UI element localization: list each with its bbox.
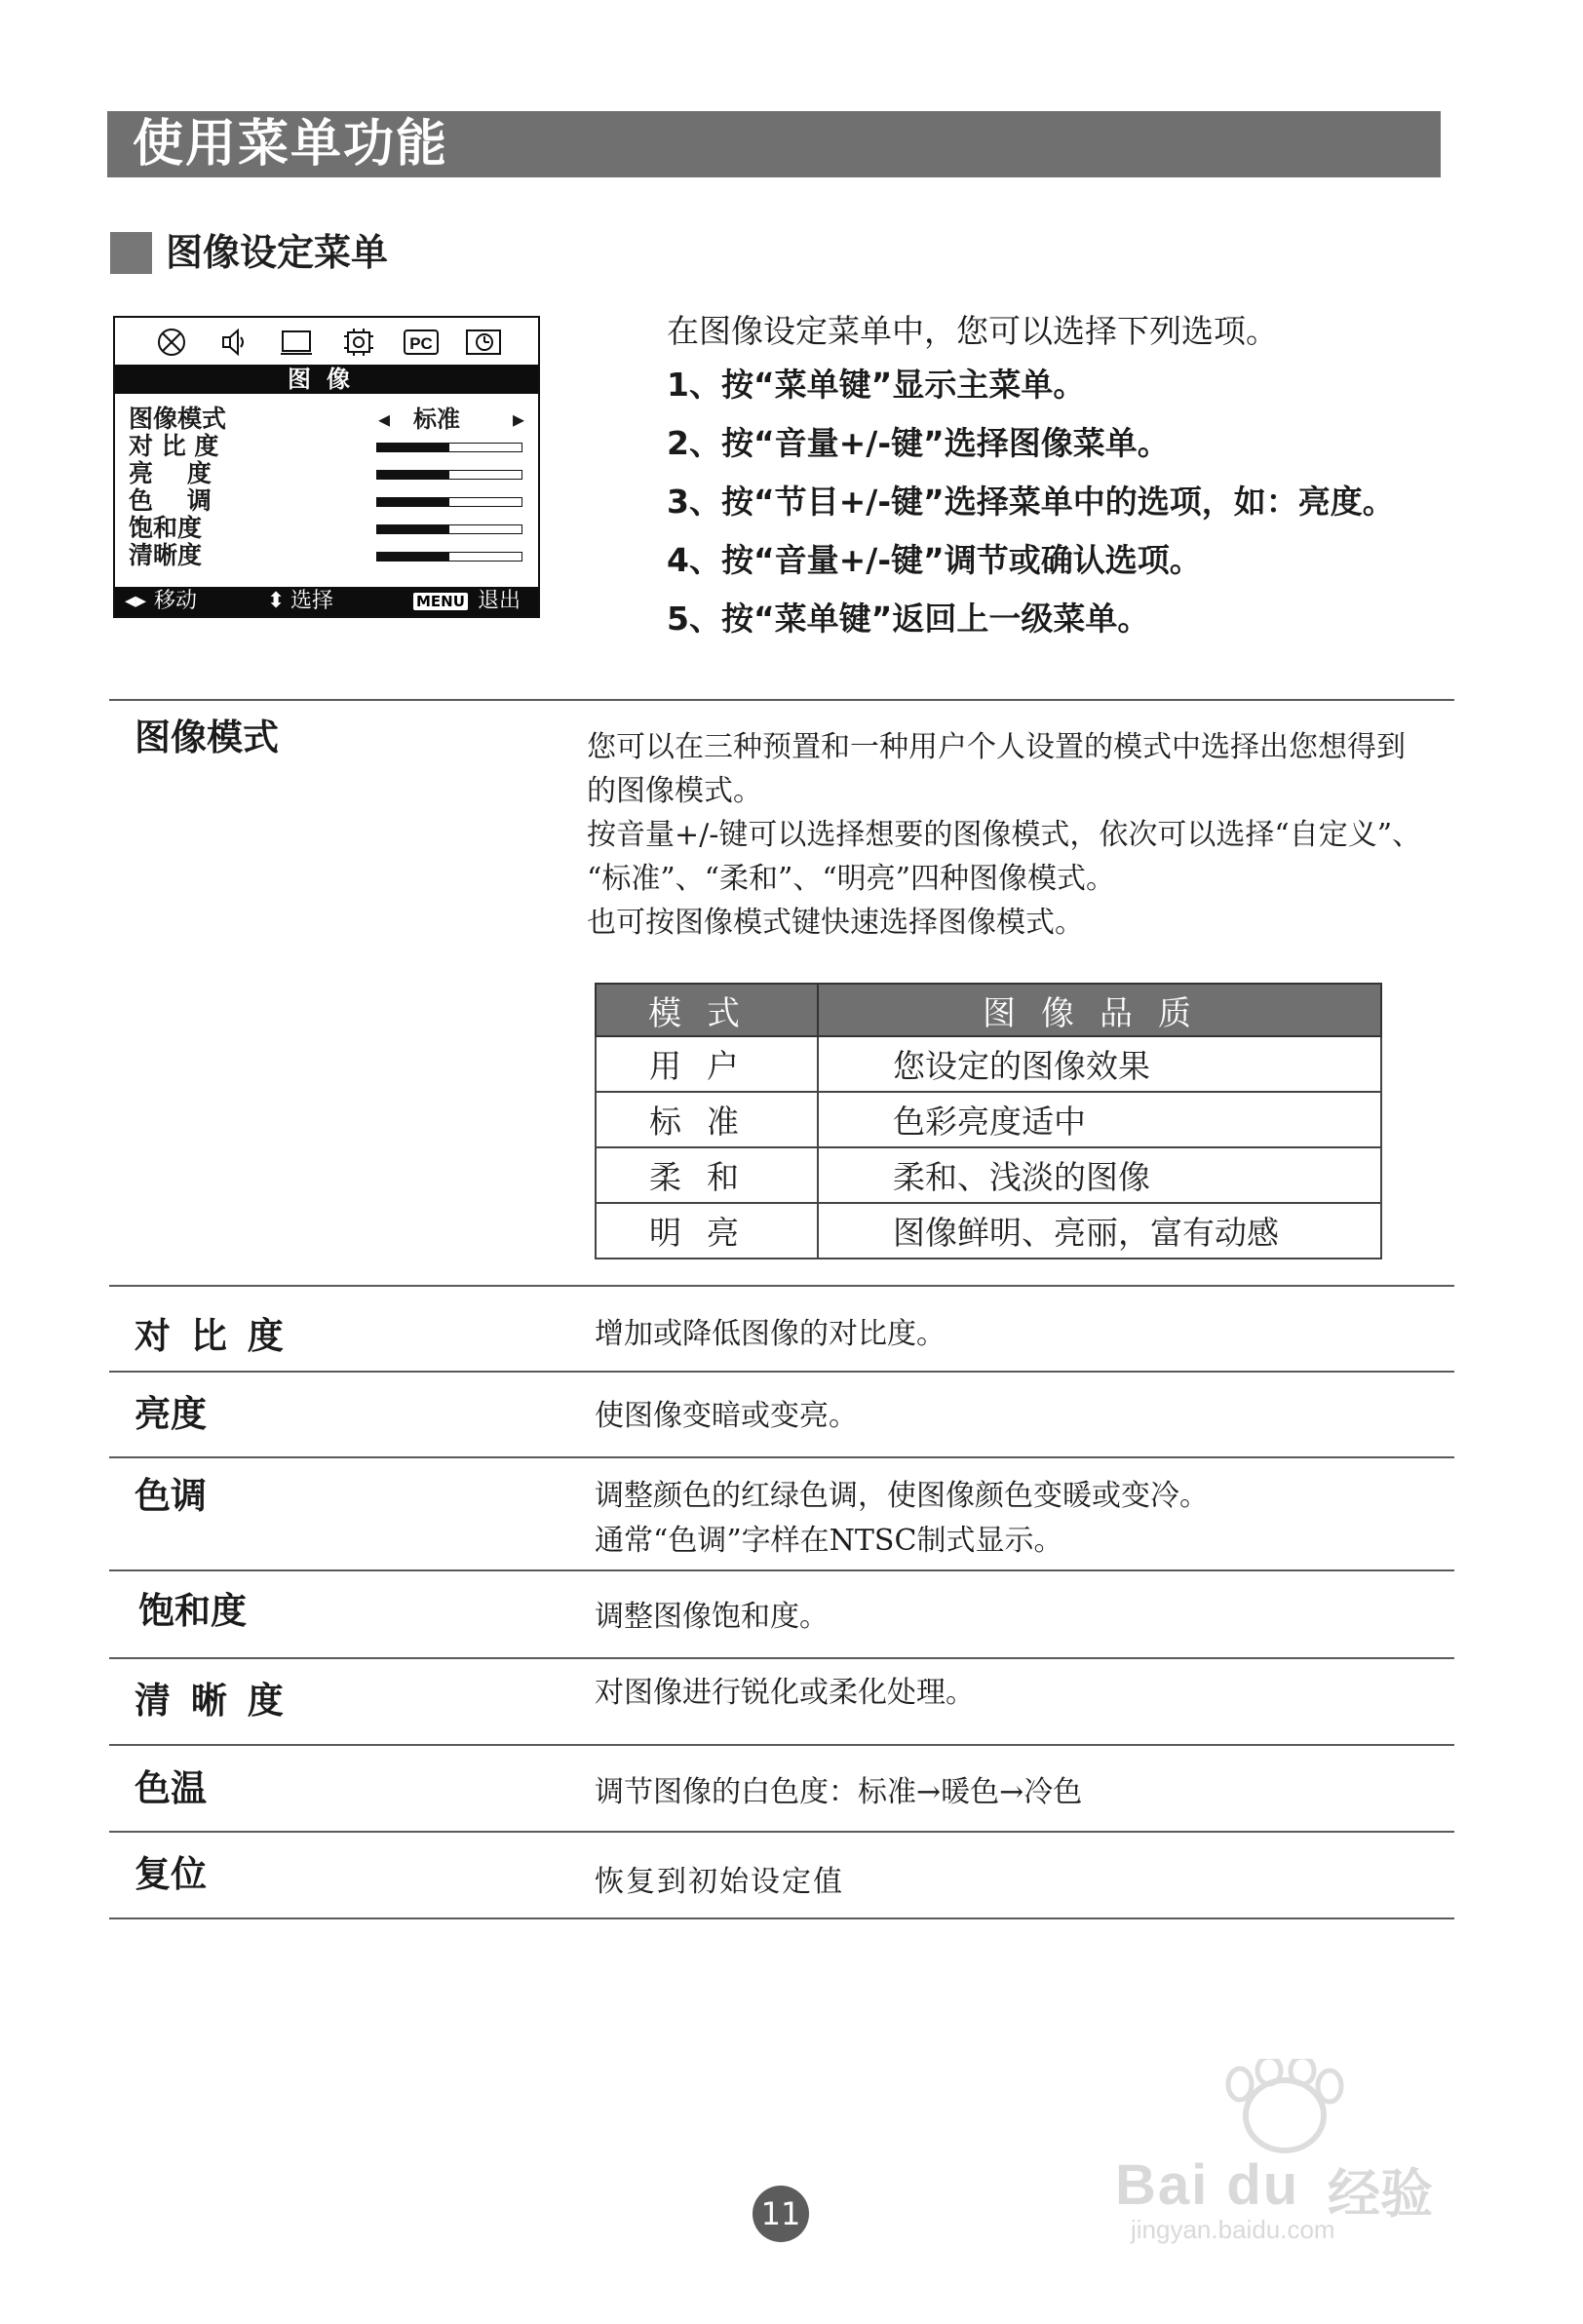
- page-title-bar: [107, 111, 1441, 177]
- osd-row-label: 色 调: [129, 486, 212, 515]
- osd-level-fill: [377, 471, 449, 479]
- table-cell-mode: 用户: [596, 1036, 818, 1092]
- osd-row-saturation: [129, 515, 522, 542]
- saturation-text: 调整图像饱和度。: [595, 1600, 829, 1634]
- table-row: [596, 1203, 1381, 1259]
- picture-mode-line: “标准”、“柔和”、“明亮”四种图像模式。: [587, 862, 1116, 896]
- reset-title: 复位: [135, 1853, 207, 1895]
- page-title: 使用菜单功能: [133, 115, 449, 174]
- baidu-watermark: [1111, 2059, 1482, 2244]
- table-row: [596, 1147, 1381, 1203]
- table-header-quality: 图像品质: [818, 984, 1381, 1036]
- osd-mode-selector: [378, 406, 524, 433]
- step-1: 1、按“菜单键”显示主菜单。: [667, 366, 1086, 404]
- watermark-brand-cn: 经验: [1328, 2163, 1433, 2225]
- osd-level-fill: [377, 444, 449, 451]
- osd-level-bar: [376, 552, 522, 562]
- page-number: 11: [753, 2186, 809, 2242]
- picture-mode-line: 也可按图像模式键快速选择图像模式。: [587, 906, 1084, 940]
- watermark-url: jingyan.baidu.com: [1131, 2215, 1335, 2244]
- divider: [109, 1285, 1454, 1287]
- step-5: 5、按“菜单键”返回上一级菜单。: [667, 600, 1150, 638]
- divider: [109, 1657, 1454, 1659]
- function-icon: [339, 327, 378, 358]
- brightness-text: 使图像变暗或变亮。: [595, 1399, 858, 1433]
- sharpness-text: 对图像进行锐化或柔化处理。: [595, 1676, 975, 1710]
- osd-mode-value: 标准: [413, 406, 460, 433]
- reset-text: 恢复到初始设定值: [595, 1865, 844, 1899]
- sharpness-title: 清 晰 度: [135, 1680, 288, 1722]
- picture-icon: [152, 327, 191, 358]
- table-cell-mode: 柔和: [596, 1147, 818, 1203]
- picture-mode-line: 的图像模式。: [587, 774, 762, 808]
- divider: [109, 1569, 1454, 1571]
- osd-row-brightness: [129, 460, 522, 487]
- contrast-text: 增加或降低图像的对比度。: [595, 1317, 946, 1351]
- table-cell-quality: 图像鲜明、亮丽，富有动感: [818, 1203, 1381, 1259]
- step-2: 2、按“音量+/-键”选择图像菜单。: [667, 424, 1170, 462]
- divider: [109, 1831, 1454, 1833]
- tint-text: 调整颜色的红绿色调，使图像颜色变暖或变冷。: [595, 1479, 1209, 1513]
- osd-row-label: 清晰度: [129, 541, 203, 569]
- table-row: [596, 1036, 1381, 1092]
- picture-mode-line: 按音量+/-键可以选择想要的图像模式，依次可以选择“自定义”、: [587, 818, 1422, 852]
- table-row: [596, 1092, 1381, 1147]
- osd-row-contrast: [129, 433, 522, 460]
- osd-row-picture-mode: [129, 405, 525, 433]
- screen-icon: [277, 327, 316, 358]
- osd-level-bar: [376, 443, 522, 452]
- osd-footer-exit: 退出: [478, 589, 521, 613]
- picture-mode-table: [595, 983, 1382, 1259]
- left-right-arrow-icon: ◂▸: [125, 589, 147, 613]
- section-title: 图像设定菜单: [166, 231, 389, 274]
- divider: [109, 1371, 1454, 1373]
- table-header-row: [596, 984, 1381, 1036]
- arrow-left-icon: ◂: [378, 406, 391, 433]
- osd-row-sharpness: [129, 542, 522, 569]
- osd-level-bar: [376, 497, 522, 507]
- table-cell-quality: 色彩亮度适中: [818, 1092, 1381, 1147]
- step-4: 4、按“音量+/-键”调节或确认选项。: [667, 541, 1202, 579]
- watermark-brand: Bai du: [1115, 2153, 1300, 2217]
- osd-header: 图像: [115, 365, 538, 394]
- saturation-title: 饱和度: [138, 1590, 247, 1632]
- osd-footer-select: 选择: [290, 589, 334, 613]
- picture-mode-line: 您可以在三种预置和一种用户个人设置的模式中选择出您想得到: [587, 730, 1406, 764]
- osd-level-fill: [377, 525, 449, 533]
- timer-icon: [464, 327, 503, 358]
- osd-row-label: 图像模式: [129, 405, 227, 433]
- osd-icon-row: [152, 326, 503, 359]
- pc-icon: [402, 327, 441, 358]
- picture-mode-title: 图像模式: [135, 717, 279, 758]
- table-cell-quality: 柔和、浅淡的图像: [818, 1147, 1381, 1203]
- brightness-title: 亮度: [135, 1393, 207, 1435]
- osd-menu-illustration: [113, 316, 540, 618]
- pc-label: PC: [409, 334, 433, 353]
- tint-title: 色调: [135, 1475, 207, 1517]
- color-temp-text: 调节图像的白色度：标准→暖色→冷色: [595, 1775, 1083, 1809]
- osd-row-label: 对 比 度: [129, 432, 219, 460]
- osd-level-fill: [377, 498, 449, 506]
- table-cell-quality: 您设定的图像效果: [818, 1036, 1381, 1092]
- intro-text: 在图像设定菜单中，您可以选择下列选项。: [667, 312, 1278, 350]
- divider: [109, 1744, 1454, 1746]
- up-down-arrow-icon: ⬍: [267, 589, 286, 613]
- osd-footer: [115, 587, 538, 616]
- menu-key-icon: MENU: [413, 593, 468, 610]
- step-3: 3、按“节目+/-键”选择菜单中的选项，如：亮度。: [667, 483, 1395, 521]
- table-header-mode: 模式: [596, 984, 818, 1036]
- contrast-title: 对 比 度: [135, 1315, 288, 1357]
- color-temp-title: 色温: [135, 1767, 207, 1809]
- divider: [109, 1456, 1454, 1458]
- osd-level-bar: [376, 524, 522, 534]
- osd-row-label: 饱和度: [129, 514, 203, 542]
- osd-row-tint: [129, 487, 522, 515]
- osd-level-fill: [377, 553, 449, 561]
- table-cell-mode: 明亮: [596, 1203, 818, 1259]
- table-cell-mode: 标准: [596, 1092, 818, 1147]
- osd-footer-move: 移动: [154, 589, 198, 613]
- tint-text: 通常“色调”字样在NTSC制式显示。: [595, 1524, 1063, 1558]
- divider: [109, 699, 1454, 701]
- arrow-right-icon: ▸: [513, 406, 525, 433]
- osd-level-bar: [376, 470, 522, 480]
- osd-row-label: 亮 度: [129, 459, 212, 487]
- section-marker: [110, 232, 152, 274]
- divider: [109, 1917, 1454, 1919]
- sound-icon: [214, 327, 253, 358]
